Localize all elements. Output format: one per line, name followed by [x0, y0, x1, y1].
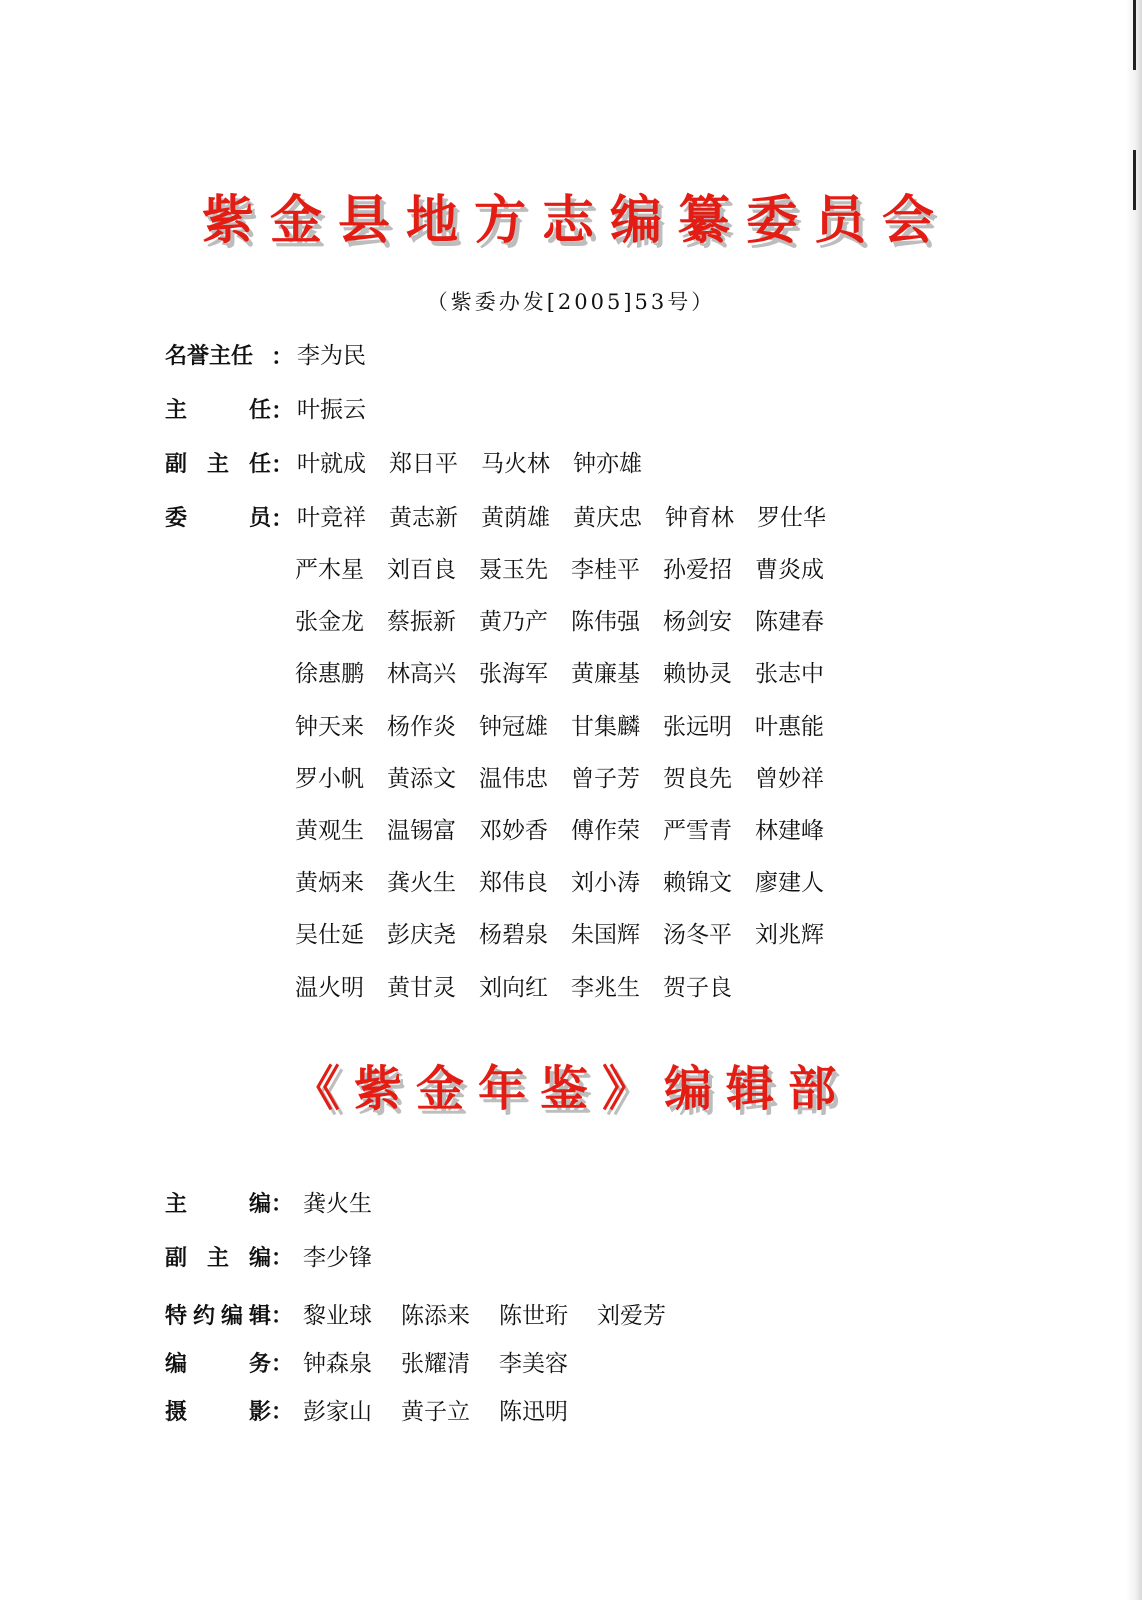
label-char: 务	[248, 1352, 271, 1377]
label-char: 编	[248, 1192, 271, 1217]
name: 林高兴	[387, 661, 456, 688]
name: 张金龙	[295, 609, 364, 636]
role-row-deputy-director	[165, 444, 665, 484]
role-label-text	[165, 391, 271, 431]
colon: ：	[271, 506, 294, 532]
name: 黄廉基	[571, 661, 640, 688]
role-label-text	[165, 445, 271, 485]
name: 黄子立	[401, 1399, 470, 1425]
name: 李桂平	[571, 557, 640, 583]
name: 刘百良	[387, 557, 456, 583]
role-label-text	[165, 1297, 271, 1337]
label-char: 编	[165, 1352, 188, 1377]
name: 马火林	[481, 451, 550, 477]
member-row	[295, 707, 847, 747]
label-char: 任	[248, 398, 271, 423]
member-row	[295, 811, 847, 851]
name: 钟亦雄	[573, 451, 642, 477]
colon: ：	[271, 1192, 294, 1217]
label-char: 委	[165, 506, 188, 531]
label-char: 摄	[165, 1400, 188, 1425]
name: 李少锋	[303, 1245, 372, 1271]
name: 张远明	[663, 713, 732, 740]
member-row	[295, 602, 847, 642]
name: 郑日平	[389, 451, 458, 477]
name: 彭庆尧	[387, 922, 456, 949]
name: 温火明	[295, 974, 364, 1001]
name: 叶惠能	[755, 713, 824, 740]
name: 徐惠鹏	[295, 661, 364, 688]
role-label-text	[165, 1345, 271, 1385]
label-char: 编	[220, 1304, 243, 1329]
name: 黄甘灵	[387, 974, 456, 1001]
role-label-text	[165, 1185, 271, 1225]
name: 黄荫雄	[481, 505, 550, 531]
role-label	[165, 337, 297, 377]
name: 陈建春	[755, 609, 824, 636]
role-label-text	[165, 1239, 271, 1279]
member-row	[295, 968, 755, 1008]
name: 叶振云	[297, 397, 366, 423]
role-row-members	[165, 498, 849, 538]
name: 刘向红	[479, 974, 548, 1001]
name: 贺子良	[663, 974, 732, 1001]
name: 彭家山	[303, 1399, 372, 1425]
name: 叶竞祥	[297, 505, 366, 531]
name: 贺良先	[663, 765, 732, 792]
name: 黄添文	[387, 765, 456, 792]
editorial-role-row	[165, 1296, 695, 1336]
name: 李兆生	[571, 974, 640, 1001]
role-label	[165, 1345, 303, 1385]
label-char: 副	[165, 1246, 188, 1271]
editorial-role-row	[165, 1392, 597, 1432]
name: 赖协灵	[663, 661, 732, 688]
name: 曾妙祥	[755, 765, 824, 792]
name: 温伟忠	[479, 765, 548, 792]
name: 刘兆辉	[755, 922, 824, 949]
name: 陈添来	[401, 1303, 470, 1329]
colon: ：	[271, 1304, 294, 1329]
label-char: 特	[165, 1304, 188, 1329]
name: 黄庆忠	[573, 505, 642, 531]
label-char: 主	[165, 398, 188, 423]
role-label	[165, 1239, 303, 1279]
name: 赖锦文	[663, 870, 732, 897]
label-char: 编	[248, 1246, 271, 1271]
colon: ：	[271, 398, 294, 424]
scan-streak	[1133, 0, 1136, 70]
name: 刘爱芳	[597, 1303, 666, 1329]
name: 曹炎成	[755, 557, 824, 583]
name: 李美容	[499, 1351, 568, 1377]
name: 傅作荣	[571, 818, 640, 844]
role-label-text: 名誉主任	[165, 344, 254, 369]
name: 林建峰	[755, 818, 824, 844]
name: 钟育林	[665, 505, 734, 531]
name: 甘集麟	[571, 713, 640, 740]
label-char: 员	[248, 506, 271, 531]
name: 陈世珩	[499, 1303, 568, 1329]
member-row	[295, 654, 847, 694]
name: 李为民	[297, 343, 366, 369]
name: 张志中	[755, 661, 824, 688]
role-row-director	[165, 390, 389, 430]
yearbook-title: 《紫金年鉴》编辑部	[291, 1061, 850, 1117]
name: 聂玉先	[479, 557, 548, 583]
committee-title: 紫金县地方志编纂委员会	[201, 190, 950, 251]
name: 杨作炎	[387, 713, 456, 740]
name: 严雪青	[663, 818, 732, 844]
member-row	[295, 915, 847, 955]
name: 龚火生	[303, 1191, 372, 1217]
colon: ：	[271, 1400, 294, 1425]
name: 罗仕华	[757, 505, 826, 531]
role-label	[165, 1297, 303, 1337]
name: 杨剑安	[663, 609, 732, 636]
name: 温锡富	[387, 818, 456, 844]
name: 杨碧泉	[479, 922, 548, 949]
name: 钟天来	[295, 713, 364, 740]
name: 蔡振新	[387, 609, 456, 636]
role-row-honorary-director	[165, 336, 389, 376]
name: 廖建人	[755, 870, 824, 897]
name: 黄乃产	[479, 609, 548, 636]
name: 严木星	[295, 557, 364, 583]
role-label	[165, 391, 297, 431]
role-label	[165, 499, 297, 539]
colon: ：	[271, 344, 294, 370]
label-char: 约	[192, 1304, 215, 1329]
label-char: 副	[165, 452, 188, 477]
editorial-role-row	[165, 1344, 597, 1384]
label-char: 任	[248, 452, 271, 477]
name: 黄观生	[295, 818, 364, 844]
label-char: 影	[248, 1400, 271, 1425]
label-char: 主	[165, 1192, 188, 1217]
name: 陈伟强	[571, 609, 640, 636]
name: 黄志新	[389, 505, 458, 531]
names-list	[297, 444, 665, 484]
role-label	[165, 445, 297, 485]
member-row	[295, 759, 847, 799]
name: 龚火生	[387, 870, 456, 897]
member-row	[295, 863, 847, 903]
role-label	[165, 1393, 303, 1433]
name: 罗小帆	[295, 765, 364, 792]
label-char: 主	[206, 1246, 229, 1271]
name: 陈迅明	[499, 1399, 568, 1425]
name: 曾子芳	[571, 765, 640, 792]
name: 黄炳来	[295, 870, 364, 897]
label-char: 辑	[248, 1304, 271, 1329]
doc-number: （紫委办发[2005]53号）	[426, 290, 716, 314]
name: 张海军	[479, 661, 548, 688]
editorial-role-row	[165, 1184, 401, 1224]
name: 张耀清	[401, 1351, 470, 1377]
name: 黎业球	[303, 1303, 372, 1329]
name: 孙爱招	[663, 557, 732, 583]
name: 刘小涛	[571, 870, 640, 897]
member-row	[295, 550, 847, 590]
role-label-text	[165, 499, 271, 539]
name: 叶就成	[297, 451, 366, 477]
name: 钟冠雄	[479, 713, 548, 740]
role-label-text	[165, 1393, 271, 1433]
role-label	[165, 1185, 303, 1225]
name: 朱国辉	[571, 922, 640, 949]
name: 邓妙香	[479, 818, 548, 844]
names-list	[297, 498, 849, 538]
editorial-role-row	[165, 1238, 401, 1278]
name: 汤冬平	[663, 922, 732, 949]
label-char: 主	[206, 452, 229, 477]
colon: ：	[271, 1246, 294, 1271]
name: 吴仕延	[295, 922, 364, 949]
colon: ：	[271, 452, 294, 478]
name: 郑伟良	[479, 870, 548, 897]
colon: ：	[271, 1352, 294, 1377]
name: 钟森泉	[303, 1351, 372, 1377]
